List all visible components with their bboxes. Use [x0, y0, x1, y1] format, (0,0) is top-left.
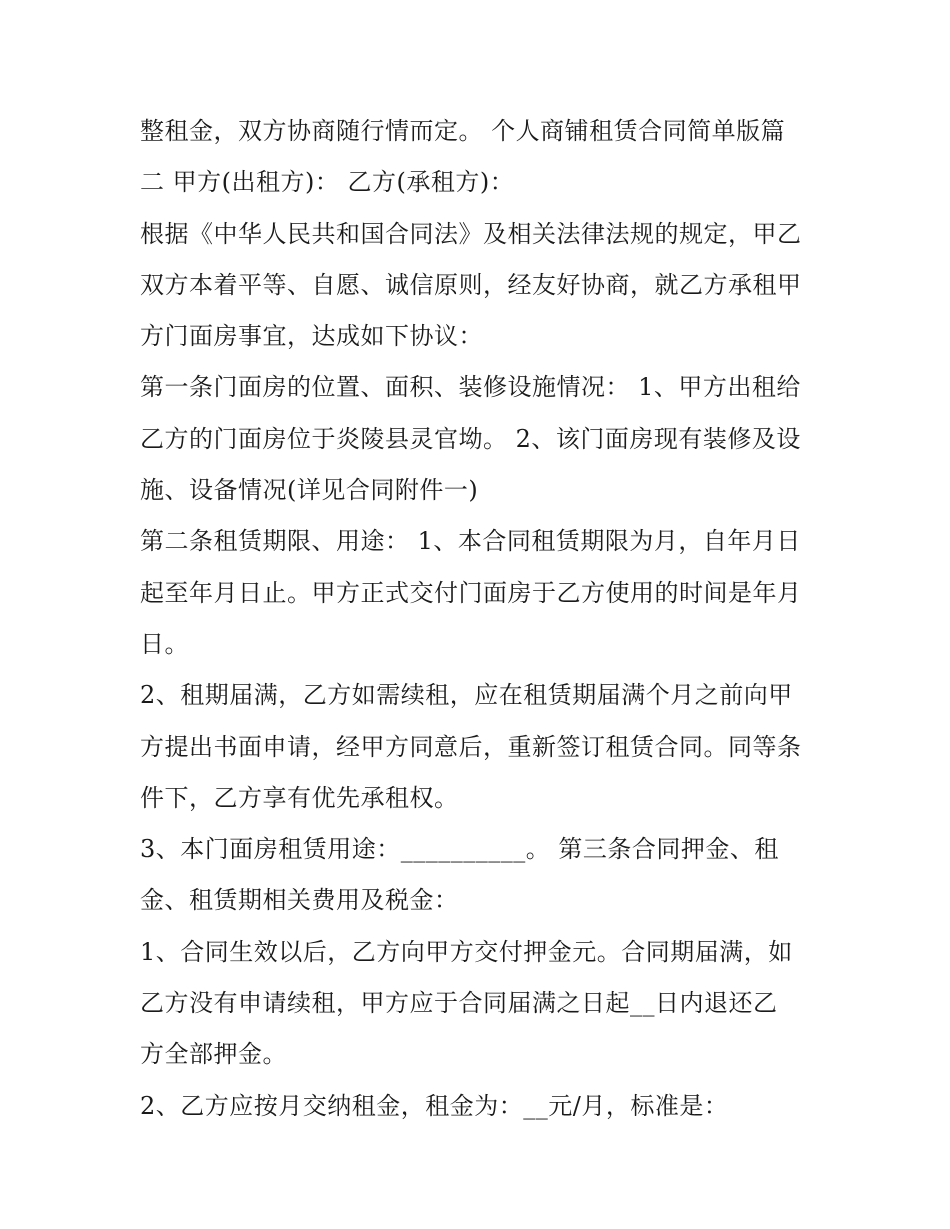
- text-line-4: 双方本着平等、自愿、诚信原则，经友好协商，就乙方承租甲: [140, 270, 802, 299]
- text-line-10: 起至年月日止。甲方正式交付门面房于乙方使用的时间是年月: [140, 578, 802, 607]
- text-line-15: 3、本门面房租赁用途：__________。 第三条合同押金、租: [140, 835, 779, 864]
- text-line-9: 第二条租赁期限、用途： 1、本合同租赁期限为月，自年月日: [140, 527, 801, 556]
- text-line-17: 1、合同生效以后，乙方向甲方交付押金元。合同期届满，如: [140, 937, 793, 966]
- text-line-6: 第一条门面房的位置、面积、装修设施情况： 1、甲方出租给: [140, 373, 801, 402]
- text-line-18: 乙方没有申请续租，甲方应于合同届满之日起__日内退还乙: [140, 989, 778, 1018]
- text-line-11: 日。: [140, 629, 189, 658]
- text-line-14: 件下，乙方享有优先承租权。: [140, 783, 459, 812]
- text-line-13: 方提出书面申请，经甲方同意后，重新签订租赁合同。同等条: [140, 732, 802, 761]
- text-line-2: 二 甲方(出租方)： 乙方(承租方)：: [140, 168, 515, 197]
- text-line-7: 乙方的门面房位于炎陵县灵官坳。 2、该门面房现有装修及设: [140, 424, 801, 453]
- text-line-3: 根据《中华人民共和国合同法》及相关法律法规的规定，甲乙: [140, 219, 802, 248]
- text-line-8: 施、设备情况(详见合同附件一): [140, 476, 479, 505]
- text-line-20: 2、乙方应按月交纳租金，租金为：__元/月，标准是：: [140, 1091, 729, 1120]
- text-line-5: 方门面房事宜，达成如下协议：: [140, 322, 483, 351]
- text-line-1: 整租金，双方协商随行情而定。 个人商铺租赁合同简单版篇: [140, 117, 786, 145]
- contract-text-body: [140, 106, 830, 1132]
- text-line-19: 方全部押金。: [140, 1040, 287, 1069]
- text-line-16: 金、租赁期相关费用及税金：: [140, 886, 459, 915]
- text-line-12: 2、租期届满，乙方如需续租，应在租赁期届满个月之前向甲: [140, 681, 793, 710]
